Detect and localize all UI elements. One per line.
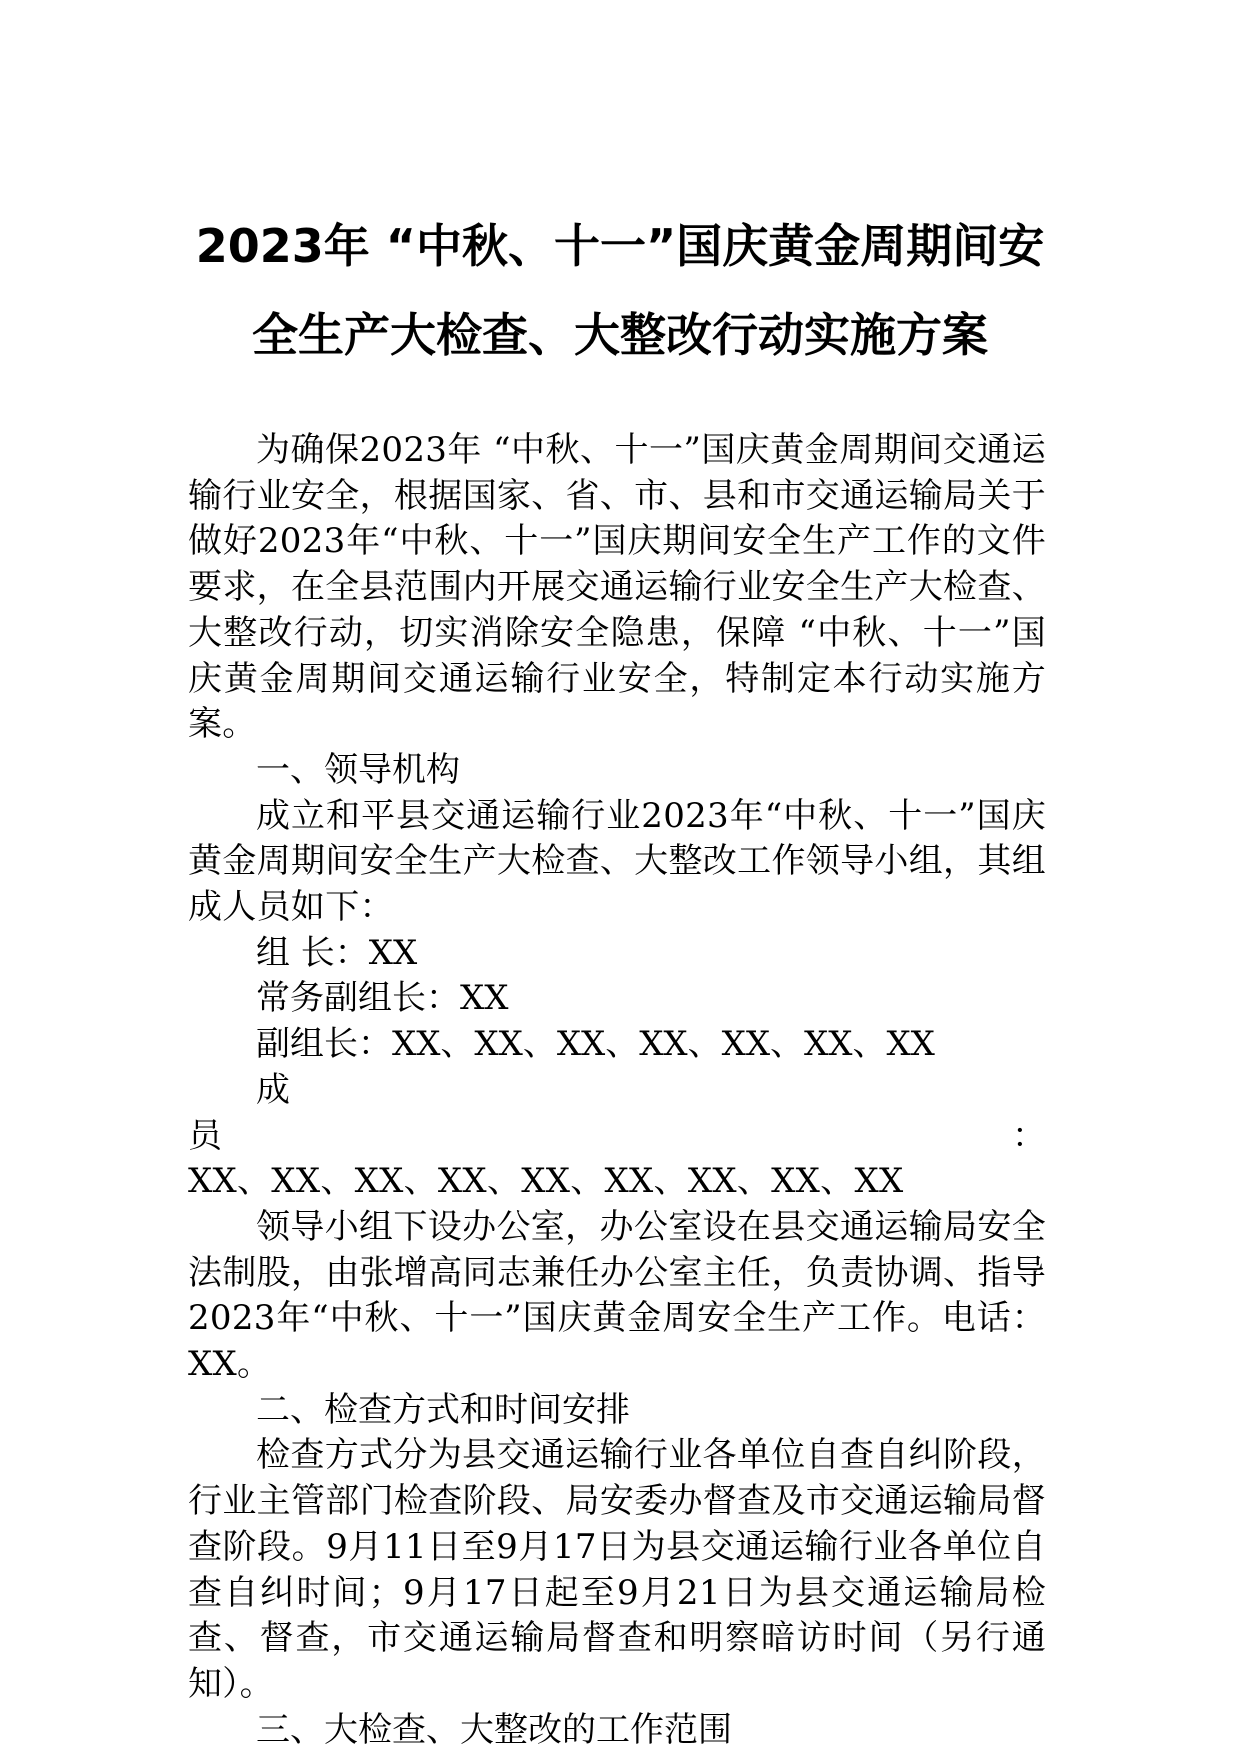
section-2-heading: 二、检查方式和时间安排 (256, 1389, 630, 1430)
members-list-line: XX、XX、XX、XX、XX、XX、XX、XX、XX (188, 1161, 904, 1202)
section-1-paragraph: 成立和平县交通运输行业2023年“中秋、十一”国庆黄金周期间安全生产大检查、大整改工作领导小组，其组成人员如下： (188, 795, 1046, 928)
deputy-line: 副组长：XX、XX、XX、XX、XX、XX、XX (256, 1024, 935, 1065)
section-1-heading: 一、领导机构 (256, 749, 460, 790)
executive-deputy-line: 常务副组长：XX (256, 978, 509, 1019)
members-label-line: 成 员 ： (188, 1069, 1046, 1156)
document-title-line-1: 2023年 “中秋、十一”国庆黄金周期间安 (195, 219, 1045, 273)
document-body (188, 428, 1046, 1753)
section-3-heading: 三、大检查、大整改的工作范围 (256, 1709, 732, 1750)
leader-line: 组 长：XX (256, 932, 418, 973)
document-title-line-2: 全生产大检查、大整改行动实施方案 (252, 308, 988, 362)
office-paragraph: 领导小组下设办公室，办公室设在县交通运输局安全法制股，由张增高同志兼任办公室主任，负责协调、指导2023年“中秋、十一”国庆黄金周安全生产工作。电话：XX。 (188, 1206, 1046, 1385)
section-2-paragraph: 检查方式分为县交通运输行业各单位自查自纠阶段，行业主管部门检查阶段、局安委办督查及市交通运输局督查阶段。9月11日至9月17日为县交通运输行业各单位自查自纠时间；9月17日起至9月21日为县交通运输局检查、督查，市交通运输局督查和明察暗访时间（另行通知）。 (188, 1435, 1046, 1704)
intro-paragraph: 为确保2023年 “中秋、十一”国庆黄金周期间交通运输行业安全，根据国家、省、市、县和市交通运输局关于做好2023年“中秋、十一”国庆期间安全生产工作的文件要求，在全县范围内开展交通运输行业安全生产大检查、大整改行动，切实消除安全隐患，保障 “中秋、十一”国庆黄金周期间交通运输行业安全，特制定本行动实施方案。 (188, 430, 1046, 745)
